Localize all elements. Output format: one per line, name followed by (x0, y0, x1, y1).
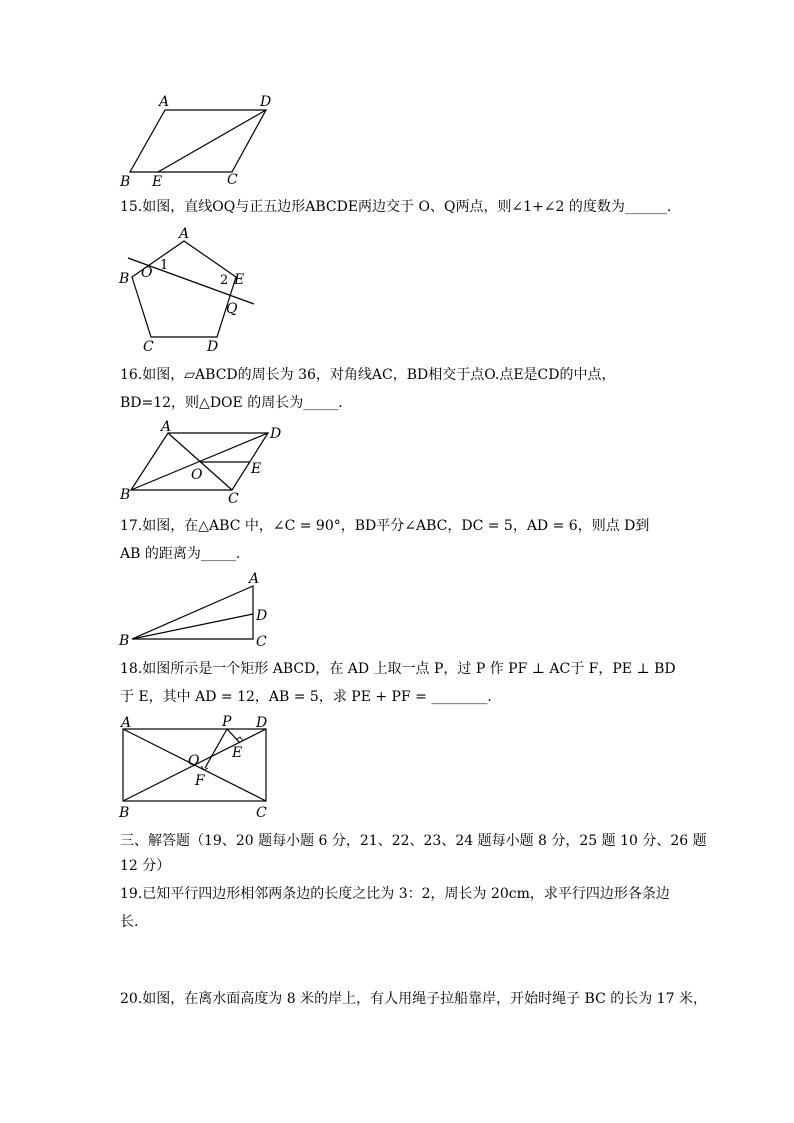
label-p: P (222, 714, 232, 730)
label-d: D (256, 608, 268, 624)
question-17-line-1: 17.如图，在△ABC 中，∠C = 90°，BD平分∠ABC，DC = 5，AD = 6，则点 D到 (120, 518, 650, 534)
label-c: C (256, 634, 267, 650)
question-16-line-1: 16.如图，▱ABCD的周长为 36，对角线AC，BD相交于点O.点E是CD的中点， (120, 367, 616, 383)
label-c: C (143, 339, 154, 355)
label-o: O (191, 467, 203, 483)
question-18-line-2: 于 E，其中 AD = 12，AB = 5，求 PE + PF = ________. (120, 689, 492, 705)
label-a: A (179, 226, 190, 242)
label-a: A (159, 94, 170, 110)
label-b: B (120, 174, 131, 190)
question-20-line-1: 20.如图，在离水面高度为 8 米的岸上，有人用绳子拉船靠岸，开始时绳子 BC 的长为 17 米， (120, 991, 707, 1007)
label-d: D (256, 715, 268, 731)
label-a: A (249, 571, 260, 587)
label-e: E (251, 461, 262, 477)
label-q: Q (226, 301, 238, 317)
label-b: B (120, 487, 131, 503)
label-b: B (119, 805, 130, 821)
question-16-line-2: BD=12，则△DOE 的周长为_____. (120, 395, 343, 411)
section-3-heading-line-1: 三、解答题（19、20 题每小题 6 分，21、22、23、24 题每小题 8 分，25 题 10 分、26 题 (120, 833, 707, 849)
angle-1-label: 1 (160, 258, 169, 273)
question-19-line-2: 长. (120, 914, 139, 930)
angle-2-label: 2 (220, 273, 229, 288)
label-d: D (270, 426, 282, 442)
label-b: B (119, 633, 130, 649)
label-o: O (141, 265, 153, 281)
label-c: C (228, 491, 239, 507)
label-d: D (260, 94, 272, 110)
label-e: E (234, 272, 245, 288)
label-f: F (195, 773, 205, 789)
label-c: C (256, 805, 267, 821)
label-o: O (188, 753, 200, 769)
label-a: A (161, 419, 172, 435)
label-c: C (227, 172, 238, 188)
section-3-heading-line-2: 12 分） (120, 858, 171, 874)
label-e: E (152, 174, 163, 190)
question-19-line-1: 19.已知平行四边形相邻两条边的长度之比为 3：2，周长为 20cm，求平行四边形各条边 (120, 886, 670, 902)
label-d: D (207, 339, 219, 355)
question-15-text: 15.如图，直线OQ与正五边形ABCDE两边交于 O、Q两点，则∠1+∠2 的度数为______. (120, 199, 672, 215)
question-17-line-2: AB 的距离为_____. (120, 546, 241, 562)
label-e: E (232, 745, 243, 761)
label-a: A (121, 715, 132, 731)
label-b: B (119, 271, 130, 287)
question-18-line-1: 18.如图所示是一个矩形 ABCD，在 AD 上取一点 P，过 P 作 PF ⊥ AC于 F，PE ⊥ BD (120, 661, 676, 677)
